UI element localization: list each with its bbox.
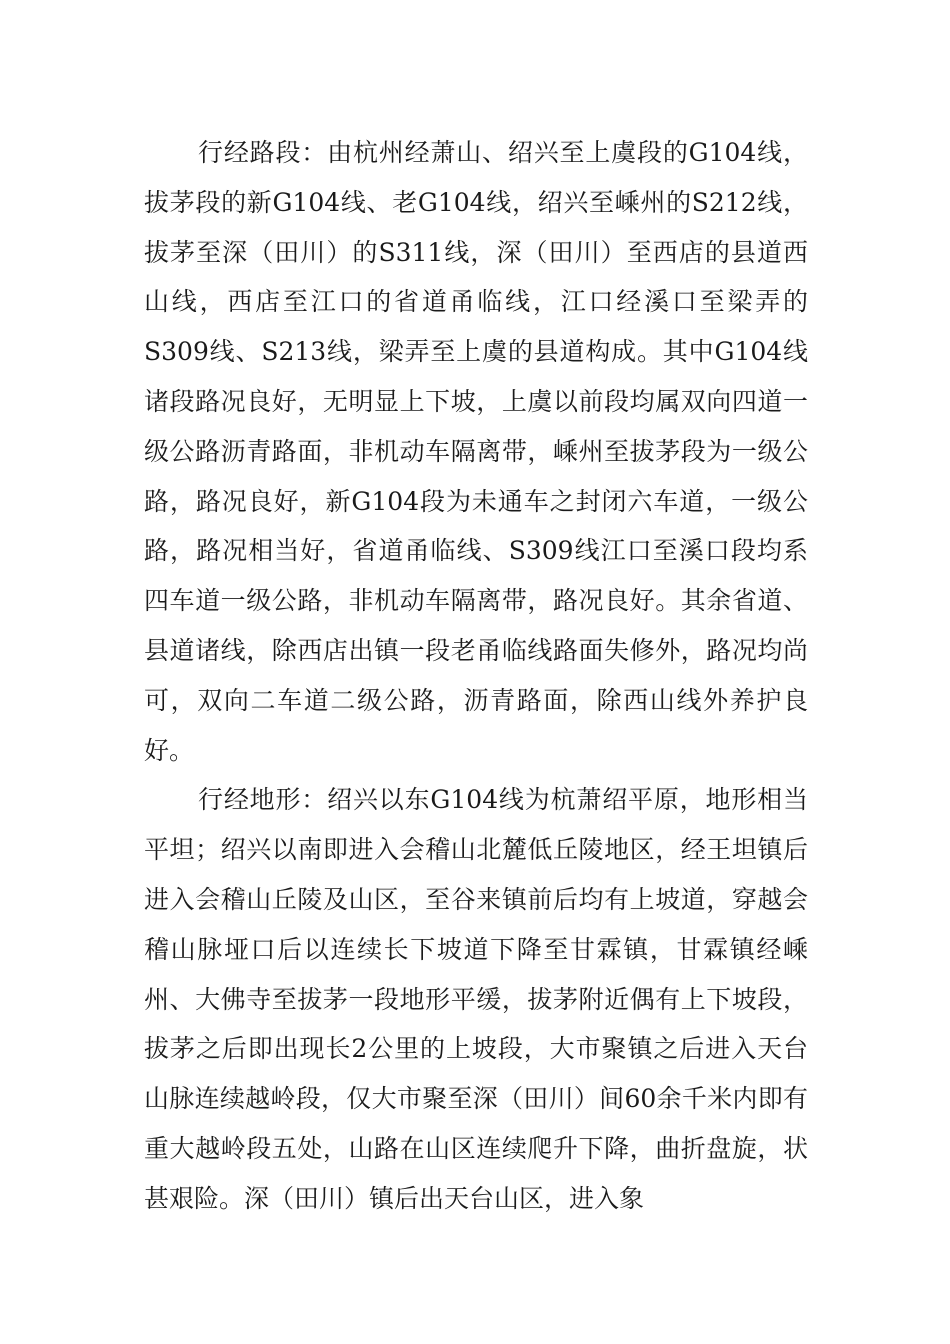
paragraph-route-sections: 行经路段：由杭州经萧山、绍兴至上虞段的G104线，拔茅段的新G104线、老G104线，绍兴至嵊州的S212线，拔茅至深（田川）的S311线，深（田川）至西店的县道西山线，西店至江口的省道甬临线，江口经溪口至梁弄的S309线、S213线，梁弄至上虞的县道构成。其中G104线诸段路况良好，无明显上下坡，上虞以前段均属双向四道一级公路沥青路面，非机动车隔离带，嵊州至拔茅段为一级公路，路况良好，新G104段为未通车之封闭六车道，一级公路，路况相当好，省道甬临线、S309线江口至溪口段均系四车道一级公路，非机动车隔离带，路况良好。其余省道、县道诸线，除西店出镇一段老甬临线路面失修外，路况均尚可，双向二车道二级公路，沥青路面，除西山线外养护良好。 (144, 138, 808, 765)
paragraph-terrain: 行经地形：绍兴以东G104线为杭萧绍平原，地形相当平坦；绍兴以南即进入会稽山北麓低丘陵地区，经王坦镇后进入会稽山丘陵及山区，至谷来镇前后均有上坡道，穿越会稽山脉垭口后以连续长下坡道下降至甘霖镇，甘霖镇经嵊州、大佛寺至拔茅一段地形平缓，拔茅附近偶有上下坡段，拔茅之后即出现长2公里的上坡段，大市聚镇之后进入天台山脉连续越岭段，仅大市聚至深（田川）间60余千米内即有重大越岭段五处，山路在山区连续爬升下降，曲折盘旋，状甚艰险。深（田川）镇后出天台山区，进入象 (144, 785, 808, 1213)
document-body (144, 128, 808, 1224)
